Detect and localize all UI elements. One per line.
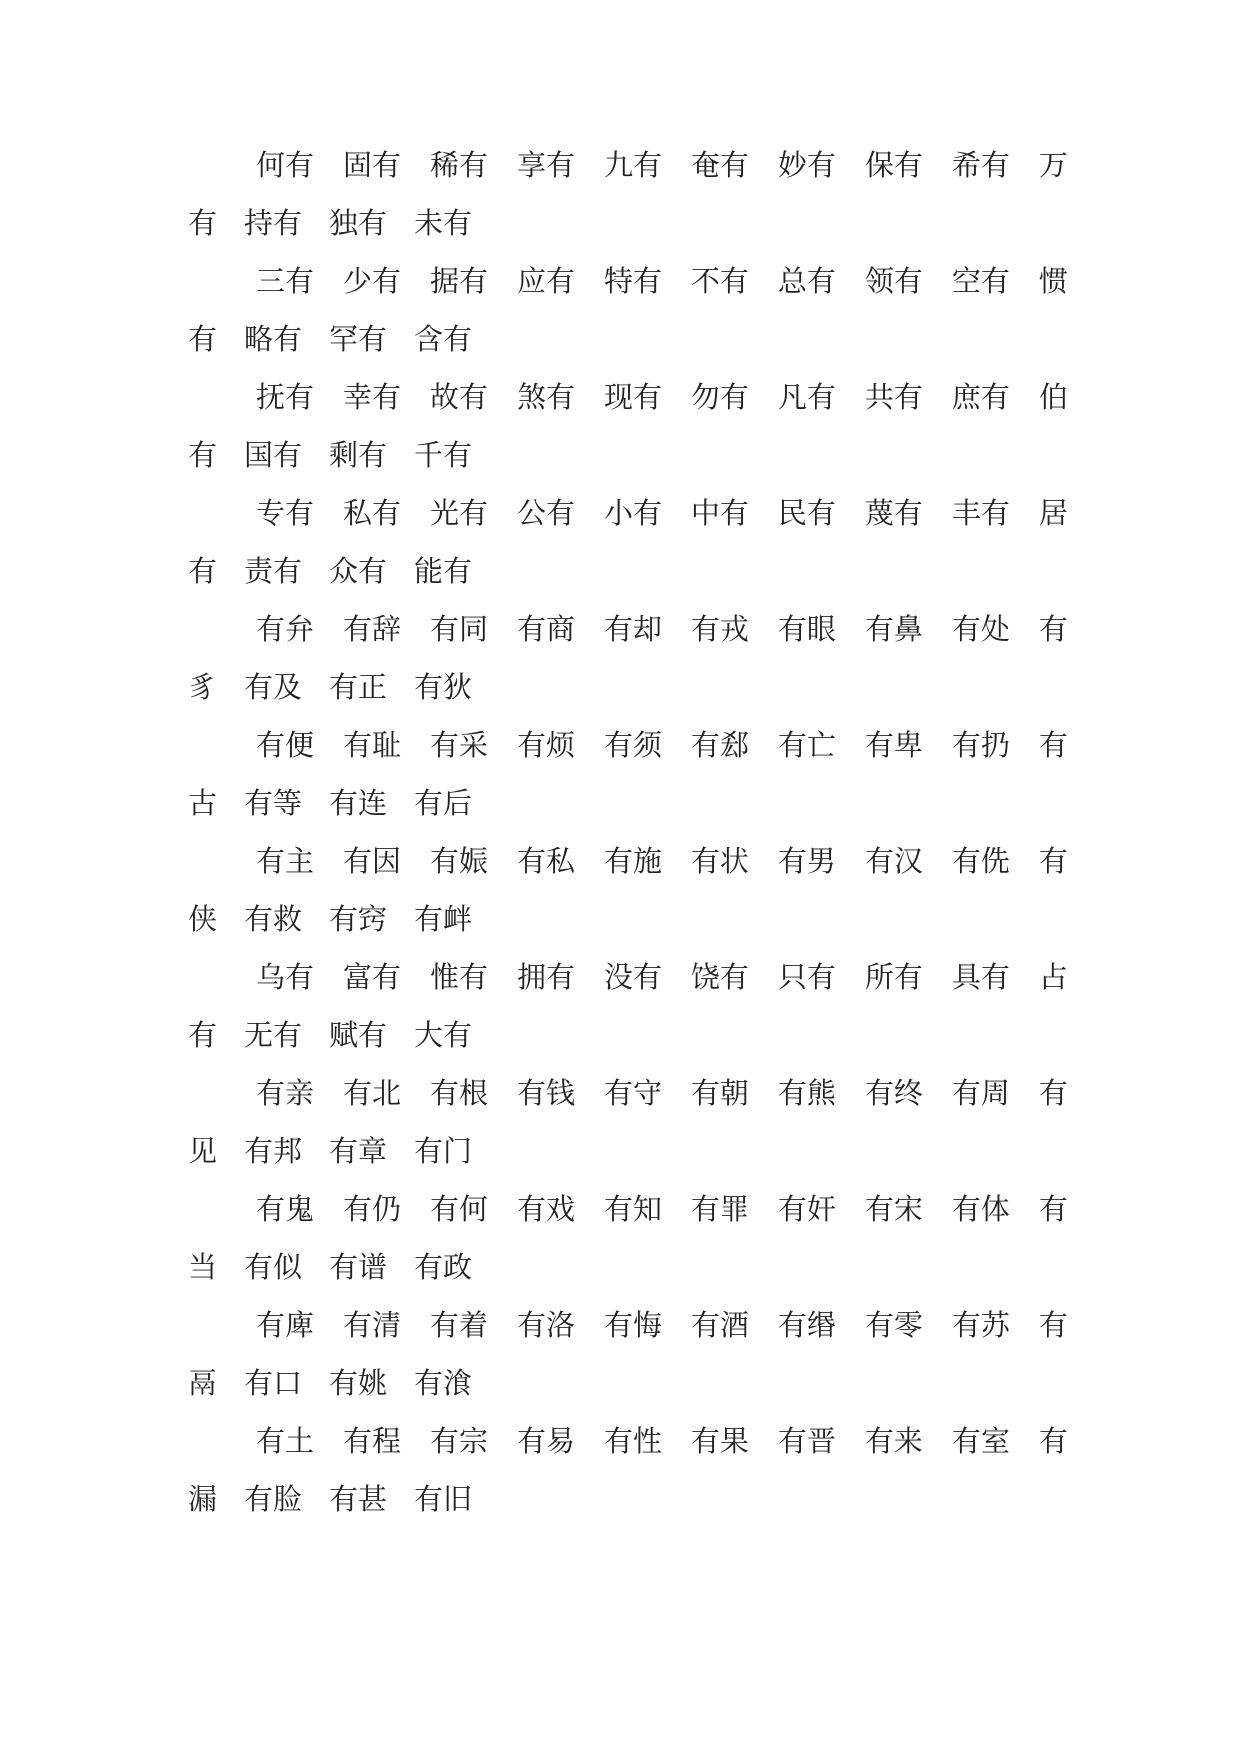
- word: 有宗: [429, 1424, 488, 1458]
- word: 有便: [256, 728, 315, 762]
- word: 有终: [864, 1076, 923, 1110]
- word: 有易: [516, 1424, 575, 1458]
- word: 有采: [429, 728, 488, 762]
- word: 拥有: [516, 960, 575, 994]
- word: 独有: [329, 206, 388, 240]
- paragraph-line: [188, 1238, 1068, 1296]
- word: 有男: [777, 844, 836, 878]
- word: 有: [1038, 844, 1068, 878]
- word: 有: [188, 322, 218, 356]
- word: 有庳: [256, 1308, 315, 1342]
- word: 见: [188, 1134, 218, 1168]
- word: 有娠: [429, 844, 488, 878]
- paragraph-line: [188, 368, 1068, 426]
- word: 有悔: [603, 1308, 662, 1342]
- paragraph-line: [188, 658, 1068, 716]
- word: 有: [1038, 1076, 1068, 1110]
- word: 九有: [603, 148, 662, 182]
- word: 乌有: [256, 960, 315, 994]
- word: 私有: [342, 496, 401, 530]
- word: 有耻: [342, 728, 401, 762]
- word-paragraph: [188, 1296, 1068, 1412]
- word-paragraph: [188, 252, 1068, 368]
- word: 有根: [429, 1076, 488, 1110]
- word: 饶有: [690, 960, 749, 994]
- word: 总有: [777, 264, 836, 298]
- word: 有: [1038, 728, 1068, 762]
- word: 有性: [603, 1424, 662, 1458]
- word: 有脸: [244, 1482, 303, 1516]
- word: 应有: [516, 264, 575, 298]
- word: 所有: [864, 960, 923, 994]
- word: 有奸: [777, 1192, 836, 1226]
- word: 赋有: [329, 1018, 388, 1052]
- word: 大有: [414, 1018, 473, 1052]
- word: 有仍: [342, 1192, 401, 1226]
- word: 有及: [244, 670, 303, 704]
- word: 有辞: [342, 612, 401, 646]
- paragraph-line: [188, 716, 1068, 774]
- word: 惯: [1038, 264, 1068, 298]
- word: 有缗: [777, 1308, 836, 1342]
- paragraph-line: [188, 1412, 1068, 1470]
- word: 凡有: [777, 380, 836, 414]
- word: 有朝: [690, 1076, 749, 1110]
- word: 有晋: [777, 1424, 836, 1458]
- word: 有施: [603, 844, 662, 878]
- word: 有私: [516, 844, 575, 878]
- word: 国有: [244, 438, 303, 472]
- word: 领有: [864, 264, 923, 298]
- word-paragraph: [188, 1180, 1068, 1296]
- word: 何有: [256, 148, 315, 182]
- word: 有: [1038, 1308, 1068, 1342]
- word: 有着: [429, 1308, 488, 1342]
- word: 少有: [342, 264, 401, 298]
- word: 有却: [603, 612, 662, 646]
- paragraph-line: [188, 194, 1068, 252]
- word: 有鼻: [864, 612, 923, 646]
- word-paragraph: [188, 600, 1068, 716]
- paragraph-line: [188, 484, 1068, 542]
- word: 有章: [329, 1134, 388, 1168]
- paragraph-line: [188, 1006, 1068, 1064]
- word: 剩有: [329, 438, 388, 472]
- word: 中有: [690, 496, 749, 530]
- word-paragraph: [188, 716, 1068, 832]
- paragraph-line: [188, 948, 1068, 1006]
- word: 居: [1038, 496, 1068, 530]
- word: 有处: [951, 612, 1010, 646]
- word: 有卑: [864, 728, 923, 762]
- word: 有周: [951, 1076, 1010, 1110]
- paragraph-line: [188, 890, 1068, 948]
- word: 众有: [329, 554, 388, 588]
- word: 有钱: [516, 1076, 575, 1110]
- word: 有宋: [864, 1192, 923, 1226]
- paragraph-line: [188, 252, 1068, 310]
- word: 有: [1038, 1192, 1068, 1226]
- word: 有戎: [690, 612, 749, 646]
- word: 有弁: [256, 612, 315, 646]
- word: 专有: [256, 496, 315, 530]
- word: 有酒: [690, 1308, 749, 1342]
- word: 有主: [256, 844, 315, 878]
- paragraph-line: [188, 600, 1068, 658]
- word: 有汉: [864, 844, 923, 878]
- word: 有谱: [329, 1250, 388, 1284]
- word: 奄有: [690, 148, 749, 182]
- word: 责有: [244, 554, 303, 588]
- word: 有因: [342, 844, 401, 878]
- word: 有亲: [256, 1076, 315, 1110]
- word: 有鬼: [256, 1192, 315, 1226]
- word: 无有: [244, 1018, 303, 1052]
- word: 漏: [188, 1482, 218, 1516]
- word: 有姚: [329, 1366, 388, 1400]
- word: 千有: [414, 438, 473, 472]
- word: 公有: [516, 496, 575, 530]
- word: 占: [1038, 960, 1068, 994]
- paragraph-line: [188, 1122, 1068, 1180]
- word: 有体: [951, 1192, 1010, 1226]
- word: 有正: [329, 670, 388, 704]
- word: 三有: [256, 264, 315, 298]
- word: 有等: [244, 786, 303, 820]
- word: 有室: [951, 1424, 1010, 1458]
- word: 有守: [603, 1076, 662, 1110]
- word: 能有: [414, 554, 473, 588]
- word: 有状: [690, 844, 749, 878]
- word-paragraph: [188, 832, 1068, 948]
- word: 现有: [603, 380, 662, 414]
- word: 有知: [603, 1192, 662, 1226]
- word-paragraph: [188, 368, 1068, 484]
- word: 特有: [603, 264, 662, 298]
- word: 不有: [690, 264, 749, 298]
- word: 享有: [516, 148, 575, 182]
- word: 有衅: [414, 902, 473, 936]
- word-paragraph: [188, 1412, 1068, 1528]
- word: 小有: [603, 496, 662, 530]
- word: 有后: [414, 786, 473, 820]
- word: 希有: [951, 148, 1010, 182]
- word-paragraph: [188, 484, 1068, 600]
- word: 富有: [342, 960, 401, 994]
- word: 有似: [244, 1250, 303, 1284]
- word: 有来: [864, 1424, 923, 1458]
- word: 万: [1038, 148, 1068, 182]
- word: 抚有: [256, 380, 315, 414]
- word: 有湌: [414, 1366, 473, 1400]
- paragraph-line: [188, 1354, 1068, 1412]
- word: 有: [188, 554, 218, 588]
- word-paragraph: [188, 948, 1068, 1064]
- word: 有口: [244, 1366, 303, 1400]
- word: 含有: [414, 322, 473, 356]
- word: 蔑有: [864, 496, 923, 530]
- word: 有: [188, 1018, 218, 1052]
- word: 有苏: [951, 1308, 1010, 1342]
- word: 有须: [603, 728, 662, 762]
- word: 有门: [414, 1134, 473, 1168]
- word: 共有: [864, 380, 923, 414]
- word: 有: [188, 438, 218, 472]
- word: 有同: [429, 612, 488, 646]
- word: 有眼: [777, 612, 836, 646]
- paragraph-line: [188, 310, 1068, 368]
- word: 豸: [188, 670, 218, 704]
- word: 有甚: [329, 1482, 388, 1516]
- paragraph-line: [188, 774, 1068, 832]
- word: 有清: [342, 1308, 401, 1342]
- word: 有何: [429, 1192, 488, 1226]
- word: 煞有: [516, 380, 575, 414]
- paragraph-line: [188, 136, 1068, 194]
- word: 只有: [777, 960, 836, 994]
- word: 空有: [951, 264, 1010, 298]
- word: 当: [188, 1250, 218, 1284]
- word: 庶有: [951, 380, 1010, 414]
- word: 有旧: [414, 1482, 473, 1516]
- word: 光有: [429, 496, 488, 530]
- word: 有: [188, 206, 218, 240]
- word: 有狄: [414, 670, 473, 704]
- word: 丰有: [951, 496, 1010, 530]
- word: 具有: [951, 960, 1010, 994]
- word: 有: [1038, 612, 1068, 646]
- word: 有熊: [777, 1076, 836, 1110]
- word: 有窍: [329, 902, 388, 936]
- word: 有政: [414, 1250, 473, 1284]
- word: 略有: [244, 322, 303, 356]
- word: 没有: [603, 960, 662, 994]
- word: 幸有: [342, 380, 401, 414]
- word: 鬲: [188, 1366, 218, 1400]
- word: 惟有: [429, 960, 488, 994]
- paragraph-line: [188, 426, 1068, 484]
- word: 保有: [864, 148, 923, 182]
- word: 有亡: [777, 728, 836, 762]
- word-paragraph: [188, 1064, 1068, 1180]
- paragraph-line: [188, 1064, 1068, 1122]
- paragraph-line: [188, 542, 1068, 600]
- word: 民有: [777, 496, 836, 530]
- word: 据有: [429, 264, 488, 298]
- word: 未有: [414, 206, 473, 240]
- word: 有郄: [690, 728, 749, 762]
- word: 有果: [690, 1424, 749, 1458]
- paragraph-line: [188, 1470, 1068, 1528]
- word: 有罪: [690, 1192, 749, 1226]
- word: 有扔: [951, 728, 1010, 762]
- word: 勿有: [690, 380, 749, 414]
- word: 侠: [188, 902, 218, 936]
- word: 有: [1038, 1424, 1068, 1458]
- word: 有救: [244, 902, 303, 936]
- word: 稀有: [429, 148, 488, 182]
- word: 有烦: [516, 728, 575, 762]
- word: 有商: [516, 612, 575, 646]
- word: 妙有: [777, 148, 836, 182]
- paragraph-line: [188, 1296, 1068, 1354]
- word: 有零: [864, 1308, 923, 1342]
- word: 罕有: [329, 322, 388, 356]
- word: 有邦: [244, 1134, 303, 1168]
- word: 有洛: [516, 1308, 575, 1342]
- word: 有土: [256, 1424, 315, 1458]
- paragraph-line: [188, 832, 1068, 890]
- word: 古: [188, 786, 218, 820]
- word: 持有: [244, 206, 303, 240]
- word: 故有: [429, 380, 488, 414]
- paragraph-line: [188, 1180, 1068, 1238]
- word: 有连: [329, 786, 388, 820]
- word: 伯: [1038, 380, 1068, 414]
- word: 有侁: [951, 844, 1010, 878]
- word: 有北: [342, 1076, 401, 1110]
- word-paragraph: [188, 136, 1068, 252]
- word: 有戏: [516, 1192, 575, 1226]
- word: 有程: [342, 1424, 401, 1458]
- word: 固有: [342, 148, 401, 182]
